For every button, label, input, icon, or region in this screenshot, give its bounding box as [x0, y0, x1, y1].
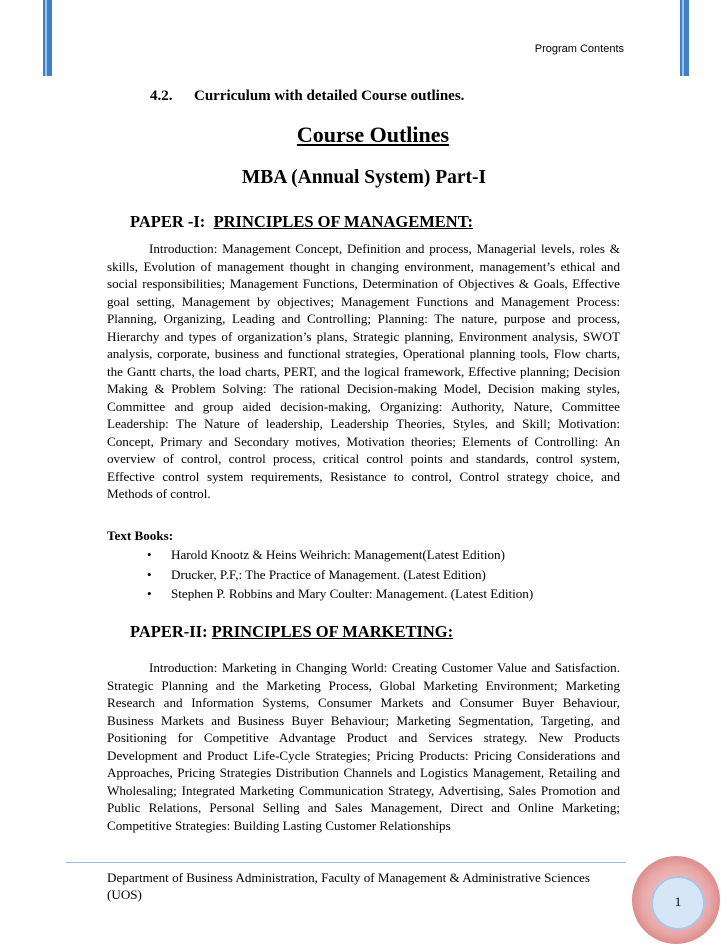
page-number: 1 — [674, 894, 682, 909]
paper-2-body: Introduction: Marketing in Changing World: Creating Customer Value and Satisfaction. Strategic Planning and the Marketing Process, Global Marketing Environment; Marketing Research and Information Systems, Consumer Markets and Consumer Buyer Behaviour, Business Markets and Business Buyer Behaviour; Marketing Segmentation, Targeting, and Positioning for Competitive Advantage Product and Services strategy. New Products Development and Product Life-Cycle Strategies; Pricing Products: Pricing Considerations and Approaches, Pricing Strategies Distribution Channels and Logistics Management, Retailing and Wholesaling; Integrated Marketing Communication Strategy, Advertising, Sales Promotion and Public Relations, Personal Selling and Sales Management, Direct and Online Marketing; Competitive Strategies: Building Lasting Customer Relationships — [107, 660, 620, 833]
footer-divider — [66, 862, 626, 863]
paper-1-label: PAPER -I: — [130, 212, 206, 231]
paper-2-label: PAPER-II: — [130, 622, 208, 641]
list-item: • Stephen P. Robbins and Mary Coulter: Management. (Latest Edition) — [147, 584, 533, 604]
bullet-icon: • — [147, 586, 152, 601]
section-number: 4.2. — [150, 88, 173, 104]
paper-2-title: PRINCIPLES OF MARKETING: — [211, 622, 454, 641]
paper-1-heading — [130, 212, 473, 232]
course-outlines-title: Course Outlines — [296, 122, 450, 147]
paper-1-description — [107, 240, 620, 503]
list-item: • Drucker, P.F,: The Practice of Management. (Latest Edition) — [147, 565, 533, 585]
right-decorative-bar — [680, 0, 689, 76]
section-title: Curriculum with detailed Course outlines. — [194, 88, 465, 104]
bullet-icon: • — [147, 566, 152, 582]
program-subtitle: MBA (Annual System) Part-I — [241, 167, 487, 188]
section-heading — [150, 88, 464, 105]
list-item: • Harold Knootz & Heins Weihrich: Management(Latest Edition) — [147, 545, 533, 565]
running-head: Program Contents — [534, 43, 624, 55]
textbook-list — [147, 545, 533, 604]
footer-department: Department of Business Administration, Faculty of Management & Administrative Sciences (UOS) — [107, 870, 590, 902]
left-decorative-bar — [43, 0, 52, 76]
paper-2-description — [107, 659, 620, 834]
paper-2-heading — [130, 622, 453, 642]
paper-1-body: Introduction: Management Concept, Definition and process, Managerial levels, roles & skills, Evolution of management thought in changing environment, management’s ethical and social responsibilities; Management Functions, Determination of Objectives & Goals, Effective goal setting, Management by objectives; Management Functions and Management Process: Planning, Organizing, Leading and Controlling; Planning: The nature, purpose and process, Hierarchy and types of organization’s plans, Strategic planning, Environment analysis, SWOT analysis, corporate, business and functional strategies, Operational planning tools, Flow charts, the Gantt charts, the load charts, PERT, and the logical framework, Effective planning; Decision Making & Problem Solving: The rational Decision-making Model, Decision making styles, Committee and group aided decision-making, Organizing: Authority, Nature, Committee Leadership: The Nature of leadership, Leadership Theories, Styles, and Skill; Motivation: Concept, Primary and Secondary motives, Motivation theories; Elements of Controlling: An overview of control, control process, critical control points and standards, control system, Effective control system requirements, Resistance to control, Control strategy choice, and Methods of control. — [107, 241, 620, 501]
bullet-icon: • — [147, 547, 152, 562]
textbooks-label: Text Books: — [107, 528, 174, 543]
paper-1-title: PRINCIPLES OF MANAGEMENT: — [213, 212, 473, 231]
